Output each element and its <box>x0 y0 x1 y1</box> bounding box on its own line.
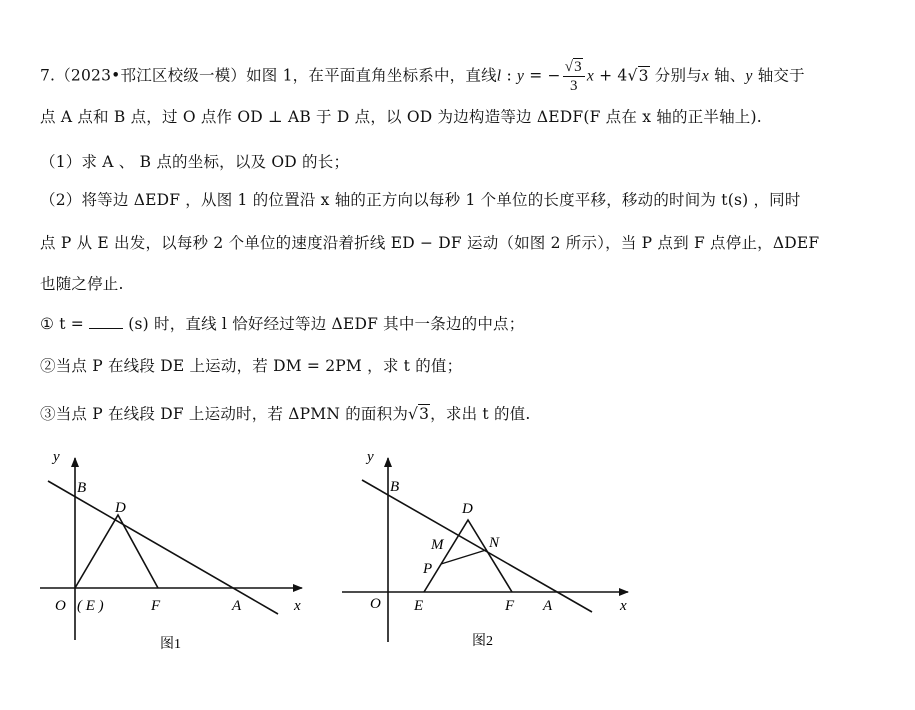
fig2-label-e: E <box>414 598 424 614</box>
question-2-line-1: （2）将等边 ΔEDF ，从图 1 的位置沿 x 轴的正方向以每秒 1 个单位的长度平移，移动的时间为 t(s) ，同时 <box>40 191 801 209</box>
fig2-label-n: N <box>489 535 500 551</box>
problem-line-2: 点 A 点和 B 点，过 O 点作 OD ⊥ AB 于 D 点，以 OD 为边构造等边 ΔEDF(F 点在 x 轴的正半轴上). <box>40 108 762 126</box>
problem-text: 轴、 <box>708 66 746 85</box>
fig2-caption: 图2 <box>472 634 493 649</box>
sqrt-radicand: 3 <box>419 405 430 423</box>
fig2-label-y: y <box>367 449 374 465</box>
problem-text: 如图 1，在平面直角坐标系中，直线 <box>246 66 497 85</box>
fig1-label-x: x <box>294 598 301 614</box>
math-colon: : <box>501 66 517 85</box>
math-y: y <box>745 67 753 85</box>
problem-source: （2023•邗江区校级一模） <box>55 66 247 85</box>
fig1-label-y: y <box>53 449 60 465</box>
fraction-denominator: 3 <box>569 78 578 94</box>
fig1-label-e: ( E ) <box>77 598 104 614</box>
fig2-label-o: O <box>370 596 381 612</box>
figure-2-group <box>342 449 628 649</box>
fraction-numerator: 3 <box>574 59 582 75</box>
fig1-label-a: A <box>232 598 242 614</box>
math-x: x <box>586 67 594 85</box>
math-l: l <box>496 67 502 85</box>
fig1-line-l <box>48 481 278 614</box>
fig2-label-a: A <box>543 598 553 614</box>
problem-number: 7. <box>40 66 56 85</box>
fig1-caption: 图1 <box>160 637 181 652</box>
sqrt-term: √3 <box>627 66 649 85</box>
figure-1-group <box>40 449 302 652</box>
sub1-text: (s) 时，直线 l 恰好经过等边 ΔEDF 其中一条边的中点； <box>123 315 525 333</box>
fig2-label-f: F <box>505 598 515 614</box>
math-y: y <box>517 67 525 85</box>
sub3-text: ，求出 t 的值. <box>430 405 531 423</box>
fig2-label-d: D <box>462 501 473 517</box>
fig1-label-o: O <box>55 598 66 614</box>
problem-text: 轴交于 <box>752 66 805 85</box>
fraction: $\frac{√3}{3}$ <box>563 58 585 95</box>
fig1-label-f: F <box>151 598 161 614</box>
math-eq: = − <box>524 66 561 85</box>
question-2-line-2: 点 P 从 E 出发，以每秒 2 个单位的速度沿着折线 ED − DF 运动（如图 2 所示），当 P 点到 F 点停止，ΔDEF <box>40 234 820 252</box>
sub-question-2: ②当点 P 在线段 DE 上运动，若 DM = 2PM ，求 t 的值； <box>40 357 463 375</box>
sqrt-radicand: 3 <box>638 66 649 85</box>
fig2-label-b: B <box>390 479 400 495</box>
math-x: x <box>701 67 709 85</box>
fig1-label-b: B <box>77 480 87 496</box>
problem-text: 分别与 <box>649 66 702 85</box>
question-1: （1）求 A 、 B 点的坐标，以及 OD 的长； <box>40 153 350 171</box>
fig1-label-d: D <box>115 500 126 516</box>
fig2-label-p: P <box>423 561 433 577</box>
fig2-label-m: M <box>431 537 444 553</box>
question-2-line-3: 也随之停止. <box>40 275 124 293</box>
sqrt-term: √3 <box>408 405 430 423</box>
fig2-label-x: x <box>620 598 627 614</box>
fig1-triangle-edf <box>75 515 158 588</box>
sub3-text: ③当点 P 在线段 DF 上运动时，若 ΔPMN 的面积为 <box>40 405 409 423</box>
math-plus: + 4 <box>593 66 628 85</box>
sub1-prefix: ① t = <box>40 315 90 333</box>
